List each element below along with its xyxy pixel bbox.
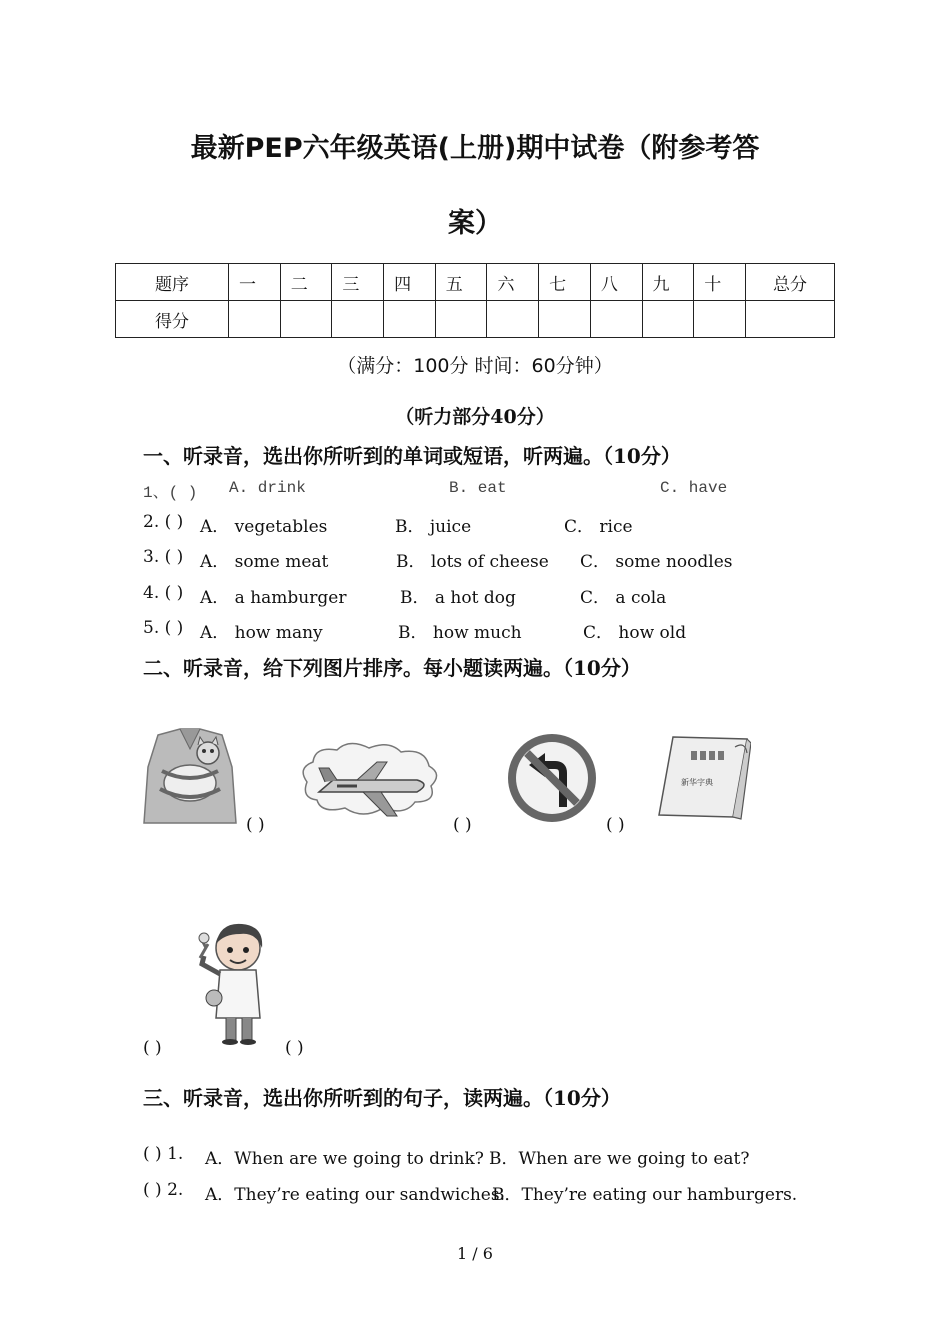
table-cell: 四: [384, 264, 436, 301]
q4-option-c[interactable]: C． a cola: [580, 588, 667, 608]
table-cell: 九: [642, 264, 694, 301]
q5-option-c[interactable]: C． how old: [583, 623, 687, 643]
score-input-cell[interactable]: [590, 301, 642, 338]
table-cell: 十: [694, 264, 746, 301]
table-cell: 总分: [746, 264, 835, 301]
s3-q1-number: ( ) 1.: [143, 1144, 184, 1164]
score-input-cell[interactable]: [694, 301, 746, 338]
q4-option-a[interactable]: A． a hamburger: [200, 588, 347, 608]
q5-number: 5. ( ): [143, 618, 184, 638]
q4-option-b[interactable]: B． a hot dog: [400, 588, 516, 608]
table-cell: 二: [280, 264, 332, 301]
s3-q1-option-b[interactable]: B．When are we going to eat?: [489, 1149, 750, 1169]
page-number: 1 / 6: [457, 1244, 493, 1263]
section3-title: 三、听录音，选出你所听到的句子，读两遍。（10分）: [143, 1086, 621, 1110]
score-input-cell[interactable]: [280, 301, 332, 338]
s3-q2-number: ( ) 2.: [143, 1180, 184, 1200]
q3-option-c[interactable]: C． some noodles: [580, 552, 733, 572]
page-title-line1: 最新PEP六年级英语(上册)期中试卷（附参考答: [190, 133, 760, 164]
airplane-icon: [297, 740, 443, 824]
q2-option-b[interactable]: B． juice: [395, 517, 472, 537]
person-holding-cat-icon: [140, 727, 240, 827]
s3-q2-option-a[interactable]: A．They’re eating our sandwiches.: [205, 1185, 505, 1205]
score-input-cell[interactable]: [384, 301, 436, 338]
order-blank-1[interactable]: ( ): [246, 815, 265, 835]
q4-number: 4. ( ): [143, 583, 184, 603]
score-table-score-row: [116, 301, 835, 338]
q1-option-c[interactable]: C. have: [660, 479, 728, 497]
q1-option-a[interactable]: A. drink: [229, 479, 306, 497]
order-blank-5[interactable]: ( ): [285, 1038, 304, 1058]
q3-option-b[interactable]: B． lots of cheese: [396, 552, 549, 572]
table-cell: 六: [487, 264, 539, 301]
table-cell: 题序: [116, 264, 229, 301]
score-input-cell[interactable]: [642, 301, 694, 338]
dictionary-book-icon: [655, 733, 751, 823]
order-blank-2[interactable]: ( ): [453, 815, 472, 835]
score-table-header-row: [116, 264, 835, 301]
q1-number: 1、( ): [143, 484, 198, 502]
score-input-cell[interactable]: [539, 301, 591, 338]
q2-number: 2. ( ): [143, 512, 184, 532]
section2-title: 二、听录音，给下列图片排序。每小题读两遍。（10分）: [143, 656, 641, 680]
table-cell: 七: [539, 264, 591, 301]
q1-option-b[interactable]: B. eat: [449, 479, 507, 497]
q3-number: 3. ( ): [143, 547, 184, 567]
boy-scientist-icon: [190, 922, 280, 1046]
score-input-cell[interactable]: [746, 301, 835, 338]
q2-option-c[interactable]: C． rice: [564, 517, 633, 537]
score-table: [115, 263, 835, 338]
section1-title: 一、听录音，选出你所听到的单词或短语，听两遍。（10分）: [143, 444, 681, 468]
exam-info: （满分：100分 时间：60分钟）: [337, 355, 613, 377]
score-input-cell[interactable]: [332, 301, 384, 338]
table-cell: 三: [332, 264, 384, 301]
no-left-turn-sign-icon: [505, 731, 599, 825]
table-cell: 八: [590, 264, 642, 301]
q5-option-a[interactable]: A． how many: [200, 623, 323, 643]
score-input-cell[interactable]: [487, 301, 539, 338]
s3-q2-option-b[interactable]: B．They’re eating our hamburgers.: [492, 1185, 798, 1205]
dictionary-label: 新华字典: [681, 778, 713, 787]
order-blank-4[interactable]: ( ): [143, 1038, 162, 1058]
score-input-cell[interactable]: [435, 301, 487, 338]
table-cell: 一: [229, 264, 281, 301]
order-blank-3[interactable]: ( ): [606, 815, 625, 835]
score-input-cell[interactable]: [229, 301, 281, 338]
table-cell: 五: [435, 264, 487, 301]
q2-option-a[interactable]: A． vegetables: [200, 517, 328, 537]
s3-q1-option-a[interactable]: A．When are we going to drink?: [205, 1149, 484, 1169]
q3-option-a[interactable]: A． some meat: [200, 552, 329, 572]
table-cell: 得分: [116, 301, 229, 338]
q5-option-b[interactable]: B． how much: [398, 623, 522, 643]
page-title-line2: 案）: [448, 208, 502, 239]
listening-header: （听力部分40分）: [395, 406, 555, 428]
